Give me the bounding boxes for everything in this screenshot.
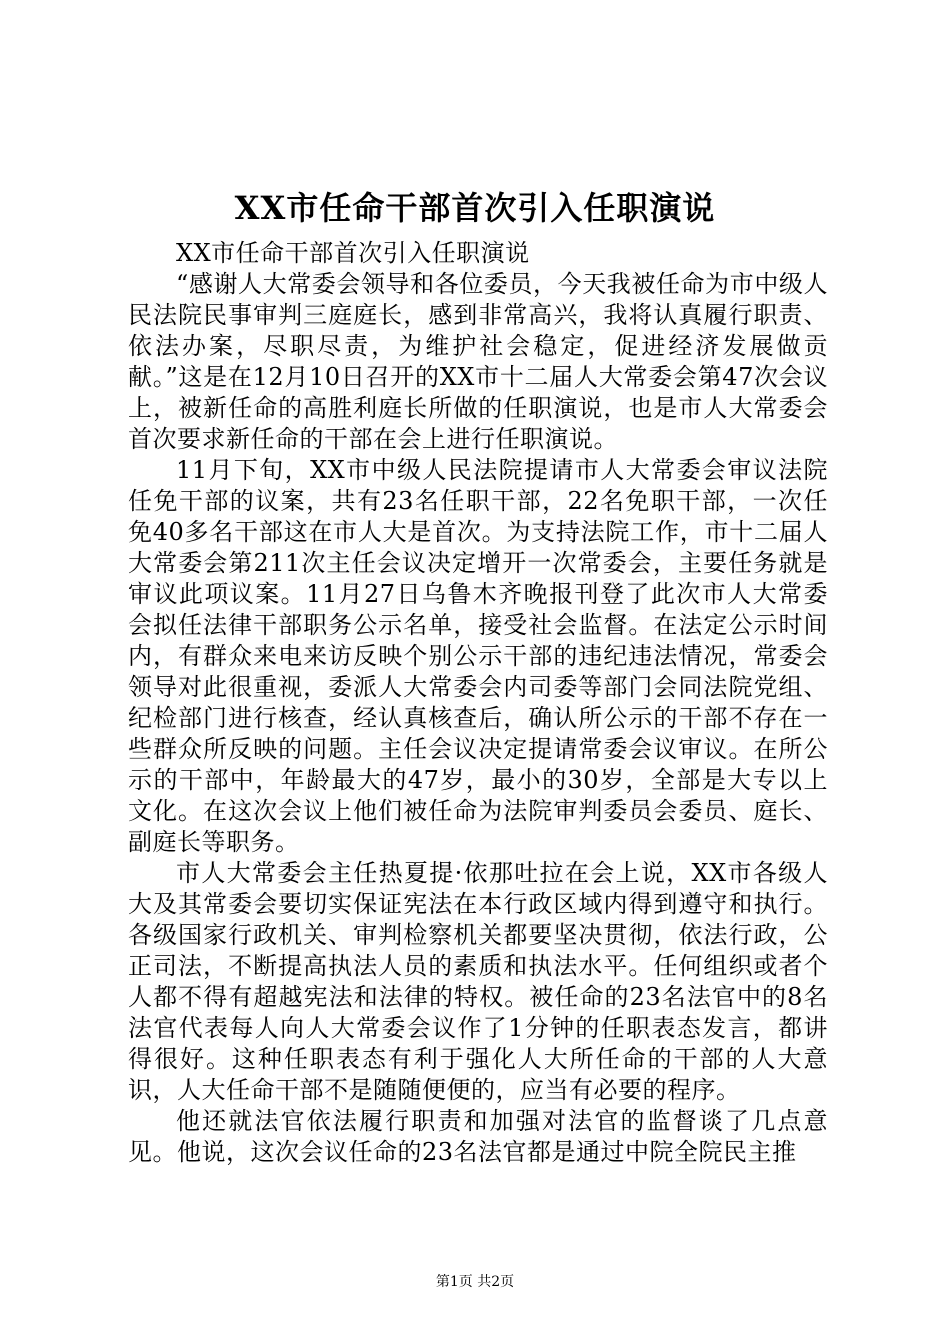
paragraph-supervision: 他还就法官依法履行职责和加强对法官的监督谈了几点意见。他说，这次会议任命的23名法官都是通过中院全院民主推 [128, 1107, 828, 1166]
paragraph-background: 11月下旬，XX市中级人民法院提请市人大常委会审议法院任免干部的议案，共有23名任职干部，22名免职干部，一次任免40多名干部这在市人大是首次。为支持法院工作，市十二届人大常委会第211次主任会议决定增开一次常委会，主要任务就是审议此项议案。11月27日乌鲁木齐晚报刊登了此次市人大常委会拟任法律干部职务公示名单，接受社会监督。在法定公示时间内，有群众来电来访反映个别公示干部的违纪违法情况，常委会领导对此很重视，委派人大常委会内司委等部门会同法院党组、纪检部门进行核查，经认真核查后，确认所公示的干部不存在一些群众所反映的问题。主任会议决定提请常委会议审议。在所公示的干部中，年龄最大的47岁，最小的30岁，全部是大专以上文化。在这次会议上他们被任命为法院审判委员会委员、庭长、副庭长等职务。 [128, 456, 828, 856]
document-title: XX市任命干部首次引入任职演说 [234, 189, 716, 227]
document-body [128, 238, 828, 1168]
page-footer: 第1页 共2页 [435, 1274, 515, 1290]
paragraph-subtitle: XX市任命干部首次引入任职演说 [176, 239, 530, 267]
paragraph-director-speech: 市人大常委会主任热夏提·依那吐拉在会上说，XX市各级人大及其常委会要切实保证宪法在本行政区域内得到遵守和执行。各级国家行政机关、审判检察机关都要坚决贯彻，依法行政，公正司法，不断提高执法人员的素质和执法水平。任何组织或者个人都不得有超越宪法和法律的特权。被任命的23名法官中的8名法官代表每人向人大常委会议作了1分钟的任职表态发言，都讲得很好。这种任职表态有利于强化人大所任命的干部的人大意识，人大任命干部不是随随便便的，应当有必要的程序。 [128, 859, 828, 1104]
paragraph-quote: “感谢人大常委会领导和各位委员，今天我被任命为市中级人民法院民事审判三庭庭长，感到非常高兴，我将认真履行职责、依法办案，尽职尽责，为维护社会稳定，促进经济发展做贡献。”这是在12月10日召开的XX市十二届人大常委会第47次会议上，被新任命的高胜利庭长所做的任职演说，也是市人大常委会首次要求新任命的干部在会上进行任职演说。 [128, 270, 828, 453]
